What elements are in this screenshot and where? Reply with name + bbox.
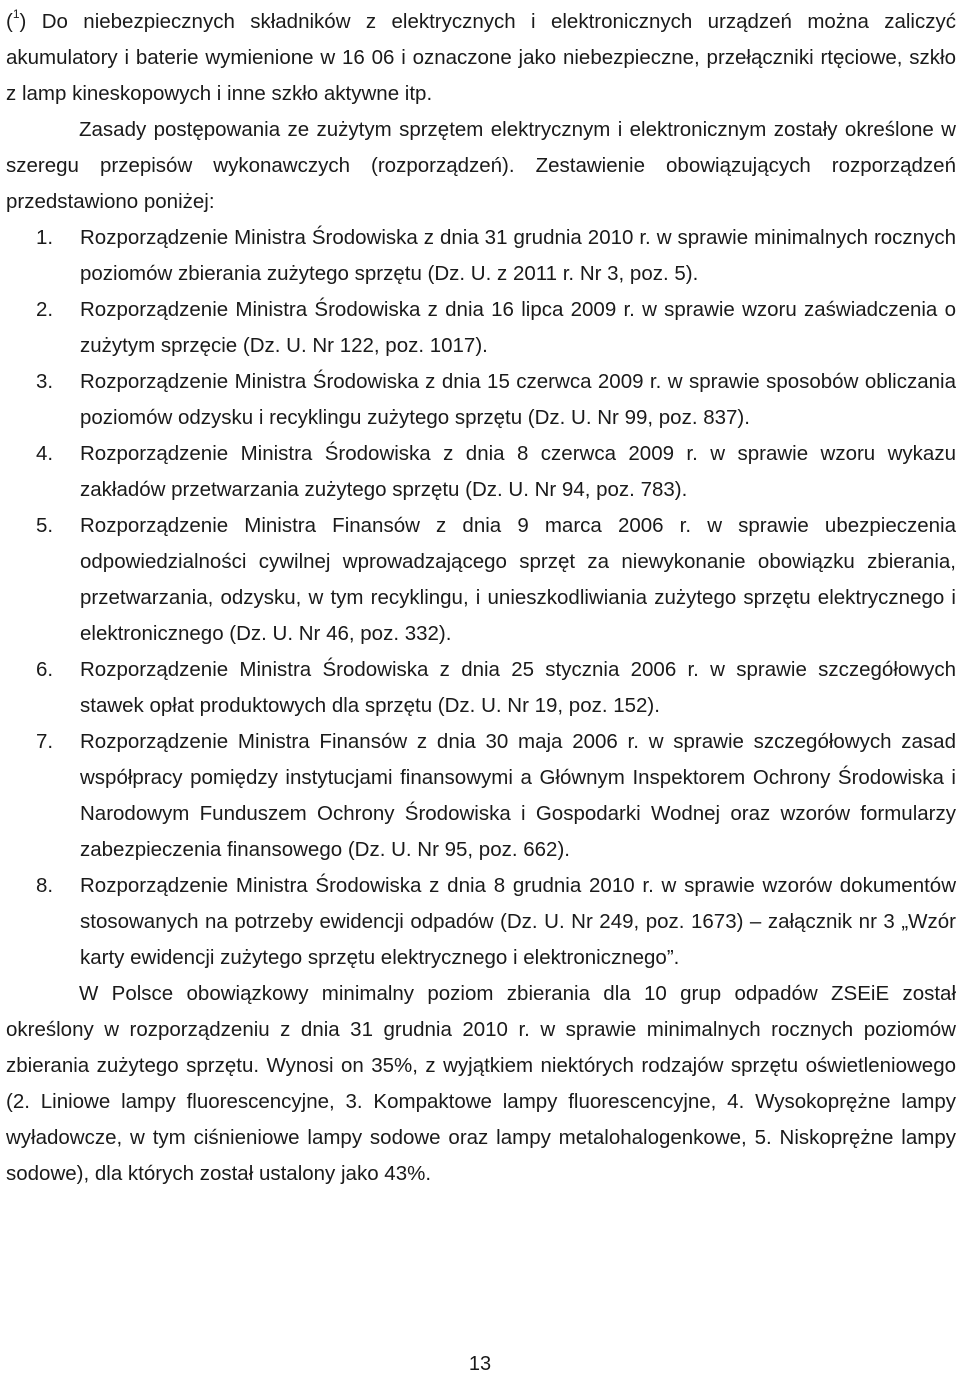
closing-paragraph: W Polsce obowiązkowy minimalny poziom zbierania dla 10 grup odpadów ZSEiE został określony w rozporządzeniu z dnia 31 grudnia 2010 r. w sprawie minimalnych rocznych poziomów zbierania zużytego sprzętu. Wynosi on 35%, z wyjątkiem niektórych rodzajów sprzętu oświetleniowego (2. Liniowe lampy fluorescencyjne, 3. Kompaktowe lampy fluorescencyjne, 4. Wysokoprężne lampy wyładowcze, w tym ciśnieniowe lampy sodowe oraz lampy metalohalogenkowe, 5. Niskoprężne lampy sodowe), dla których został ustalony jako 43%. bbox=[6, 982, 956, 1185]
list-item bbox=[6, 508, 956, 652]
list-item-text: Rozporządzenie Ministra Finansów z dnia 9 marca 2006 r. w sprawie ubezpieczenia odpowiedzialności cywilnej wprowadzającego sprzęt za niewykonanie obowiązku zbierania, przetwarzania, odzysku, w tym recyklingu, i unieszkodliwiania zużytego sprzętu elektrycznego i elektronicznego (Dz. U. Nr 46, poz. 332). bbox=[80, 514, 956, 645]
list-item-text: Rozporządzenie Ministra Środowiska z dnia 25 stycznia 2006 r. w sprawie szczegółowych stawek opłat produktowych dla sprzętu (Dz. U. Nr 19, poz. 152). bbox=[80, 658, 956, 717]
list-item-number: 1. bbox=[36, 226, 54, 249]
list-item-number: 8. bbox=[36, 874, 54, 897]
list-item bbox=[6, 292, 956, 364]
list-item-text: Rozporządzenie Ministra Środowiska z dnia 8 grudnia 2010 r. w sprawie wzorów dokumentów stosowanych na potrzeby ewidencji odpadów (Dz. U. Nr 249, poz. 1673) – załącznik nr 3 „Wzór karty ewidencji zużytego sprzętu elektrycznego i elektronicznego”. bbox=[80, 874, 956, 969]
footnote-text: Do niebezpiecznych składników z elektrycznych i elektronicznych urządzeń można zaliczyć akumulatory i baterie wymienione w 16 06 i oznaczone jako niebezpieczne, przełączniki rtęciowe, szkło z lamp kineskopowych i inne szkło aktywne itp. bbox=[6, 10, 956, 105]
list-item-number: 3. bbox=[36, 370, 54, 393]
list-item-number: 6. bbox=[36, 658, 54, 681]
list-item bbox=[6, 364, 956, 436]
list-item bbox=[6, 436, 956, 508]
list-item-text: Rozporządzenie Ministra Środowiska z dnia 8 czerwca 2009 r. w sprawie wzoru wykazu zakładów przetwarzania zużytego sprzętu (Dz. U. Nr 94, poz. 783). bbox=[80, 442, 956, 501]
list-item-text: Rozporządzenie Ministra Środowiska z dnia 16 lipca 2009 r. w sprawie wzoru zaświadczenia o zużytym sprzęcie (Dz. U. Nr 122, poz. 1017). bbox=[80, 298, 956, 357]
list-item-text: Rozporządzenie Ministra Finansów z dnia 30 maja 2006 r. w sprawie szczegółowych zasad współpracy pomiędzy instytucjami finansowymi a Głównym Inspektorem Ochrony Środowiska i Narodowym Funduszem Ochrony Środowiska i Gospodarki Wodnej oraz wzorów formularzy zabezpieczenia finansowego (Dz. U. Nr 95, poz. 662). bbox=[80, 730, 956, 861]
list-item-text: Rozporządzenie Ministra Środowiska z dnia 31 grudnia 2010 r. w sprawie minimalnych rocznych poziomów zbierania zużytego sprzętu (Dz. U. z 2011 r. Nr 3, poz. 5). bbox=[80, 226, 956, 285]
list-item bbox=[6, 868, 956, 976]
footnote-open-paren: ( bbox=[6, 10, 13, 33]
intro-paragraph: Zasady postępowania ze zużytym sprzętem elektrycznym i elektronicznym zostały określone w szeregu przepisów wykonawczych (rozporządzeń). Zestawienie obowiązujących rozporządzeń przedstawiono poniżej: bbox=[6, 118, 956, 213]
list-item bbox=[6, 724, 956, 868]
list-item-number: 4. bbox=[36, 442, 54, 465]
list-item-number: 7. bbox=[36, 730, 54, 753]
regulations-list bbox=[6, 220, 956, 976]
list-item-number: 5. bbox=[36, 514, 54, 537]
page-number: 13 bbox=[468, 1353, 492, 1375]
list-item bbox=[6, 220, 956, 292]
list-item-number: 2. bbox=[36, 298, 54, 321]
footnote-mark: 1 bbox=[12, 7, 20, 22]
footnote-close-paren: ) bbox=[19, 10, 27, 33]
list-item-text: Rozporządzenie Ministra Środowiska z dnia 15 czerwca 2009 r. w sprawie sposobów obliczania poziomów odzysku i recyklingu zużytego sprzętu (Dz. U. Nr 99, poz. 837). bbox=[80, 370, 956, 429]
document-page bbox=[6, 4, 956, 1192]
footnote-paragraph bbox=[6, 4, 956, 112]
list-item bbox=[6, 652, 956, 724]
